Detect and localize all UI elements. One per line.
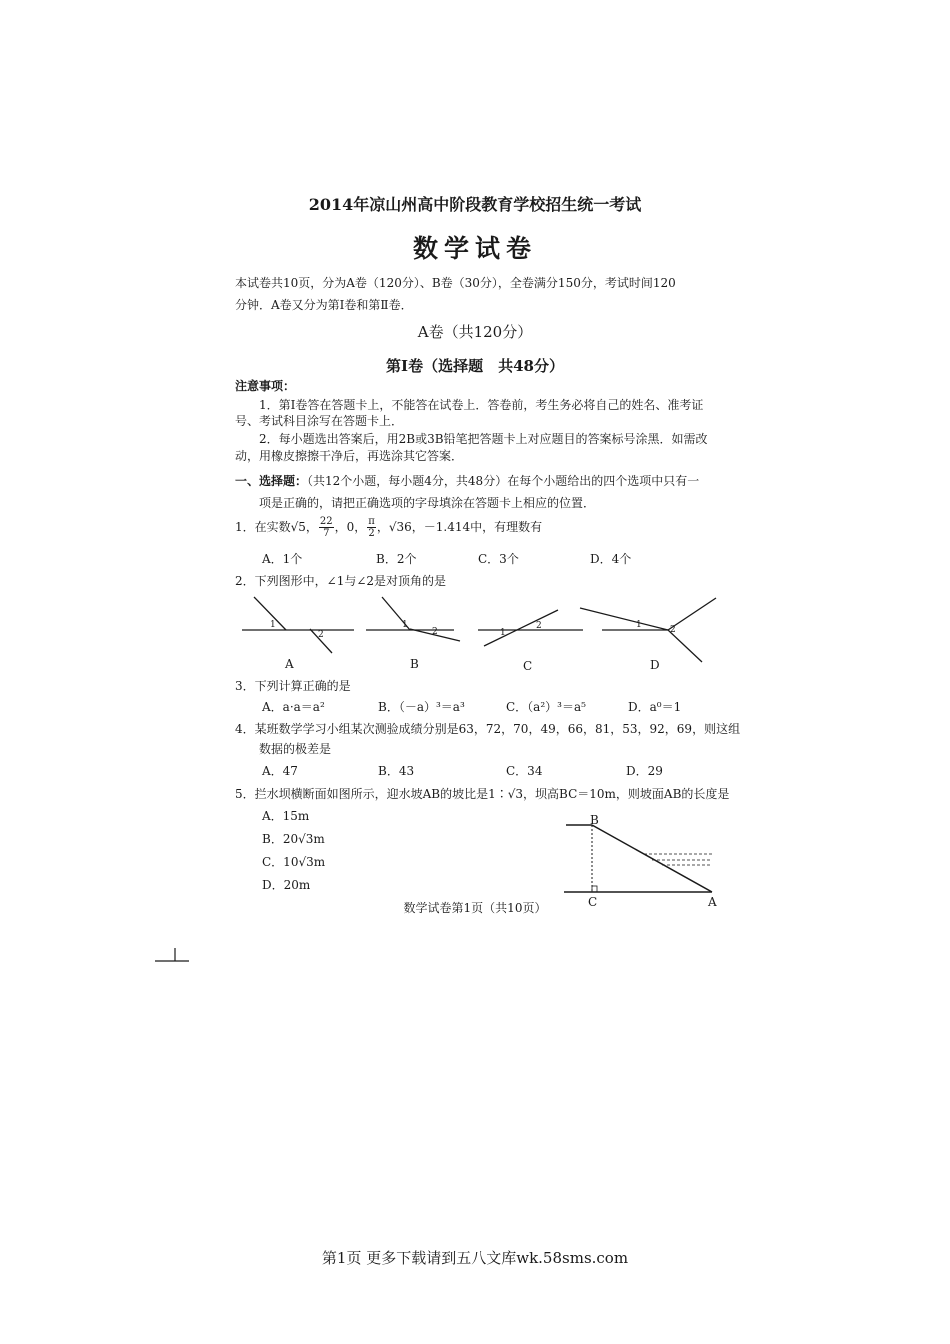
question-1-stem — [235, 516, 542, 539]
q5-option-d: D．20m — [262, 878, 311, 892]
q3-option-b: B．（－a）³＝a³ — [378, 700, 465, 714]
question-5-stem: 5．拦水坝横断面如图所示，迎水坡AB的坡比是1∶√3，坝高BC＝10m，则坡面AB的长度是 — [235, 787, 730, 801]
q2-d-angle-2: 2 — [670, 625, 676, 635]
q2-figure-d-label: D — [650, 658, 660, 672]
notes-item-2-line-2: 动，用橡皮擦擦干净后，再选涂其它答案． — [235, 449, 464, 463]
q1-option-a: A．1个 — [262, 552, 303, 566]
q2-d-angle-1: 1 — [636, 620, 642, 630]
q5-point-a-label: A — [708, 895, 717, 909]
q2-b-angle-1: 1 — [402, 620, 408, 630]
exam-title: 2014年凉山州高中阶段教育学校招生统一考试 — [308, 195, 642, 214]
section-1-line-2: 项是正确的，请把正确选项的字母填涂在答题卡上相应的位置． — [259, 496, 596, 510]
q1-option-c: C．3个 — [478, 552, 519, 566]
q2-c-angle-2: 2 — [536, 621, 542, 631]
q1-fraction-22-7 — [319, 516, 334, 539]
q5-option-b: B．20√3m — [262, 832, 325, 846]
q2-a-angle-1: 1 — [270, 620, 276, 630]
q4-option-a: A．47 — [262, 764, 298, 778]
q1-sep: ，0， — [334, 520, 367, 534]
q2-figure-b-label: B — [410, 657, 419, 671]
q4-option-d: D．29 — [626, 764, 663, 778]
q2-figure-a-label: A — [285, 657, 294, 671]
q1-frac2-denominator: 2 — [368, 528, 375, 539]
notes-item-2-line-1: 2．每小题选出答案后，用2B或3B铅笔把答题卡上对应题目的答案标号涂黑．如需改 — [259, 432, 708, 446]
q2-figure-a — [242, 595, 357, 660]
subject-title: 数学试卷 — [412, 234, 537, 263]
notes-item-1-line-1: 1．第Ⅰ卷答在答题卡上，不能答在试卷上．答卷前，考生务必将自己的姓名、准考证 — [259, 398, 704, 412]
section-1-heading: 一、选择题： — [235, 474, 308, 488]
notes-item-1-line-2: 号、考试科目涂写在答题卡上． — [235, 414, 404, 428]
q5-point-b-label: B — [590, 813, 599, 827]
q2-a-angle-2: 2 — [318, 630, 324, 640]
q2-figure-c-label: C — [523, 659, 533, 673]
question-3-stem: 3．下列计算正确的是 — [235, 679, 351, 693]
intro-line-1: 本试卷共10页，分为A卷（120分）、B卷（30分），全卷满分150分，考试时间120 — [235, 276, 676, 290]
q3-option-d: D．a⁰＝1 — [628, 700, 682, 714]
section-1-line-1 — [235, 472, 699, 489]
part-a-title: A卷（共120分） — [417, 323, 533, 341]
q1-frac2-numerator: π — [368, 516, 375, 527]
q2-figure-c — [478, 600, 588, 652]
q1-option-d: D．4个 — [590, 552, 632, 566]
q1-suffix: ，√36，－1.414中，有理数有 — [376, 520, 543, 534]
part-1-title: 第Ⅰ卷（选择题 共48分） — [386, 357, 564, 375]
binding-mark — [155, 948, 195, 964]
q2-figure-b — [366, 595, 466, 655]
section-1-line-1-rest: （共12个小题，每小题4分，共48分）在每个小题给出的四个选项中只有一 — [307, 474, 700, 488]
page-number-footer: 数学试卷第1页（共10页） — [403, 901, 547, 915]
q5-option-a: A．15m — [262, 809, 310, 823]
q5-dam-figure — [560, 818, 720, 898]
q1-frac1-numerator: 22 — [319, 516, 333, 527]
q2-c-angle-1: 1 — [500, 628, 506, 638]
site-footer: 第1页 更多下载请到五八文库wk.58sms.com — [321, 1249, 629, 1267]
question-4-stem-line-2: 数据的极差是 — [259, 742, 332, 756]
q1-option-b: B．2个 — [376, 552, 417, 566]
q2-figure-d — [580, 598, 720, 664]
q5-point-c-label: C — [588, 895, 598, 909]
q4-option-c: C．34 — [506, 764, 543, 778]
q3-option-c: C．（a²）³＝a⁵ — [506, 700, 586, 714]
q5-option-c: C．10√3m — [262, 855, 326, 869]
notes-heading: 注意事项： — [235, 379, 296, 393]
q4-option-b: B．43 — [378, 764, 415, 778]
q1-fraction-pi-2 — [367, 516, 376, 539]
q2-b-angle-2: 2 — [432, 627, 438, 637]
question-2-stem: 2．下列图形中，∠1与∠2是对顶角的是 — [235, 574, 447, 588]
question-4-stem-line-1: 4．某班数学学习小组某次测验成绩分别是63，72，70，49，66，81，53，92，69，则这组 — [235, 722, 741, 736]
q3-option-a: A．a·a＝a² — [262, 700, 325, 714]
intro-line-2: 分钟．A卷又分为第Ⅰ卷和第Ⅱ卷． — [235, 298, 413, 312]
q1-prefix: 1．在实数√5， — [235, 520, 318, 534]
q1-frac1-denominator: 7 — [323, 528, 330, 539]
